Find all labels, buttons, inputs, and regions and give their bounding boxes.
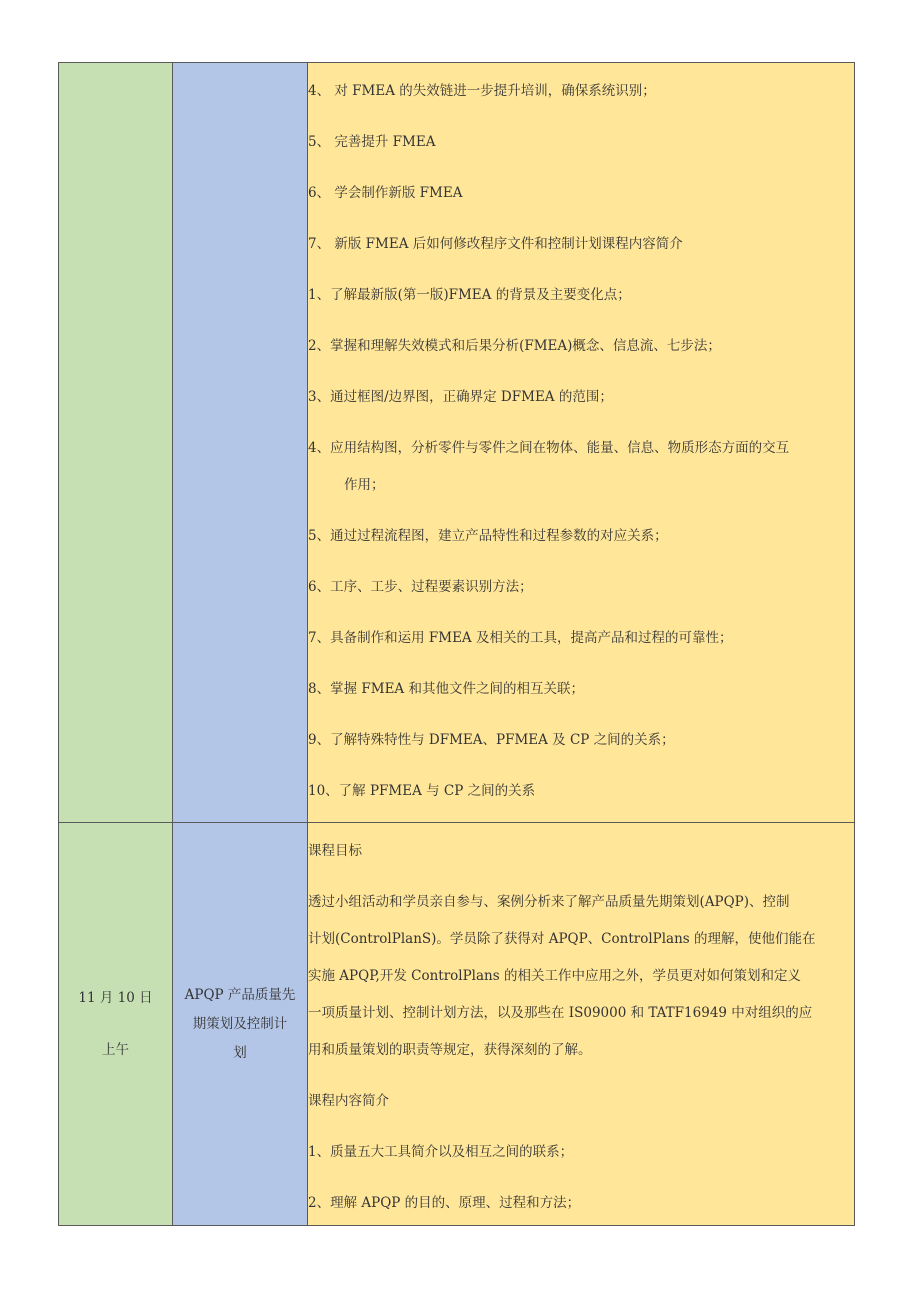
content-line: 2、掌握和理解失效模式和后果分析(FMEA)概念、信息流、七步法； — [308, 338, 721, 354]
content-line: 6、 学会制作新版 FMEA — [308, 185, 463, 201]
goal-line: 透过小组活动和学员亲自参与、案例分析来了解产品质量先期策划(APQP)、控制 — [308, 894, 790, 910]
goal-line: 计划(ControlPlanS)。学员除了获得对 APQP、ControlPlans 的理解，使他们能在 — [308, 931, 816, 947]
session-period: 上午 — [102, 1042, 129, 1058]
course-name-cell — [173, 823, 308, 1226]
course-content-cell — [308, 63, 855, 823]
session-date: 11 月 10 日 — [78, 990, 153, 1006]
course-title-line: APQP 产品质量先 — [184, 986, 296, 1003]
content-line: 5、通过过程流程图，建立产品特性和过程参数的对应关系； — [308, 528, 668, 544]
content-line: 8、掌握 FMEA 和其他文件之间的相互关联； — [308, 681, 584, 697]
section-heading: 课程目标 — [308, 843, 362, 859]
content-line: 5、 完善提升 FMEA — [308, 134, 436, 150]
content-line: 7、 新版 FMEA 后如何修改程序文件和控制计划课程内容简介 — [308, 236, 683, 252]
goal-line: 一项质量计划、控制计划方法，以及那些在 IS09000 和 TATF16949 中对组织的应 — [308, 1005, 813, 1021]
content-line: 6、工序、工步、过程要素识别方法； — [308, 579, 533, 595]
content-line: 4、应用结构图，分析零件与零件之间在物体、能量、信息、物质形态方面的交互 — [308, 440, 790, 456]
content-line: 9、了解特殊特性与 DFMEA、PFMEA 及 CP 之间的关系； — [308, 732, 675, 748]
content-line: 作用； — [344, 477, 385, 493]
goal-line: 用和质量策划的职责等规定，获得深刻的了解。 — [308, 1042, 592, 1058]
content-line: 7、具备制作和运用 FMEA 及相关的工具，提高产品和过程的可靠性； — [308, 630, 733, 646]
course-title-line: 划 — [233, 1044, 247, 1061]
goal-line: 实施 APQP,开发 ControlPlans 的相关工作中应用之外，学员更对如何策划和定义 — [308, 968, 801, 984]
content-line: 10、了解 PFMEA 与 CP 之间的关系 — [308, 783, 536, 799]
section-heading: 课程内容简介 — [308, 1093, 389, 1109]
date-cell — [59, 63, 173, 823]
intro-line: 2、理解 APQP 的目的、原理、过程和方法； — [308, 1195, 581, 1211]
content-line: 4、 对 FMEA 的失效链进一步提升培训，确保系统识别； — [308, 83, 656, 99]
course-schedule-table — [58, 62, 855, 1226]
course-content-cell — [308, 823, 855, 1226]
content-line: 1、了解最新版(第一版)FMEA 的背景及主要变化点； — [308, 287, 631, 303]
course-title-line: 期策划及控制计 — [192, 1015, 288, 1032]
content-line: 3、通过框图/边界图，正确界定 DFMEA 的范围； — [308, 389, 613, 405]
intro-line: 1、质量五大工具简介以及相互之间的联系； — [308, 1144, 574, 1160]
date-cell — [59, 823, 173, 1226]
table-row — [59, 823, 855, 1226]
course-name-cell — [173, 63, 308, 823]
table-row — [59, 63, 855, 823]
